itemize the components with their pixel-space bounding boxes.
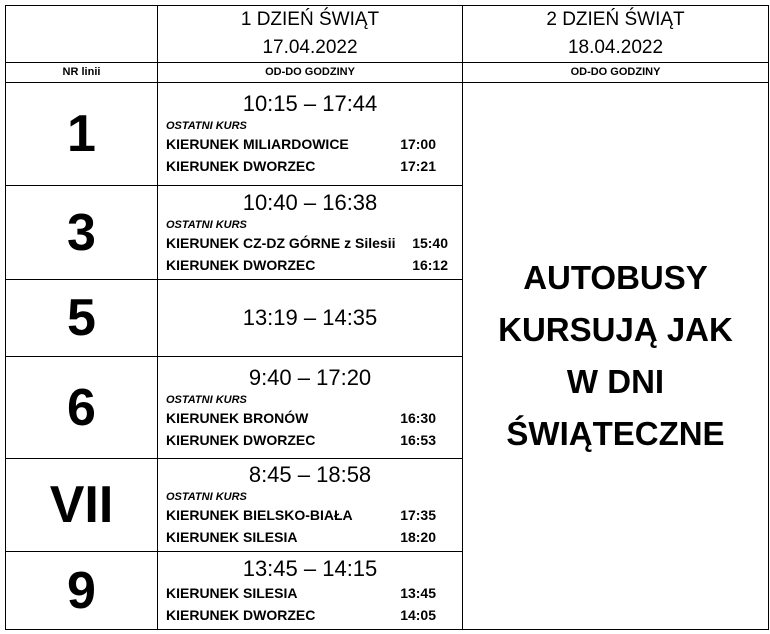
corner-cell — [6, 6, 158, 63]
time-range: 10:15 – 17:44 — [242, 91, 378, 116]
direction-name: KIERUNEK DWORZEC — [166, 256, 316, 273]
direction-time: 17:35 — [400, 507, 436, 523]
day1-header — [158, 6, 463, 63]
hours-cell — [158, 357, 463, 459]
direction-row — [158, 582, 462, 604]
direction-time: 17:00 — [400, 136, 436, 152]
header-row — [6, 6, 769, 63]
line-number: 1 — [6, 83, 158, 186]
day2-note-cell — [463, 83, 769, 630]
hours-cell — [158, 459, 463, 552]
direction-row — [158, 407, 462, 429]
subheader-row — [6, 63, 769, 83]
direction-name: KIERUNEK CZ-DZ GÓRNE z Silesii — [166, 234, 396, 251]
day2-note-line: W DNI — [566, 363, 665, 400]
direction-time: 17:21 — [400, 158, 436, 174]
direction-row — [158, 429, 462, 451]
last-run-label: OSTATNI KURS — [166, 491, 247, 503]
time-range: 13:45 – 14:15 — [242, 555, 378, 581]
hours-cell — [158, 280, 463, 357]
direction-time: 18:20 — [400, 529, 436, 545]
line-number: 3 — [6, 186, 158, 280]
direction-row — [158, 504, 462, 526]
table-row — [6, 83, 769, 186]
time-range: 9:40 – 17:20 — [248, 364, 372, 390]
direction-time: 16:12 — [412, 256, 448, 273]
day2-note-line: AUTOBUSY — [523, 259, 708, 296]
direction-name: KIERUNEK BRONÓW — [166, 409, 309, 426]
direction-name: KIERUNEK DWORZEC — [166, 431, 316, 448]
line-col-header: NR linii — [6, 63, 158, 83]
direction-time: 16:30 — [400, 409, 436, 426]
hours-cell — [158, 186, 463, 280]
day2-note-line: KURSUJĄ JAK — [498, 311, 733, 348]
direction-row — [158, 133, 462, 155]
hours-col2-header: OD-DO GODZINY — [463, 63, 769, 83]
day2-label: 2 DZIEŃ ŚWIĄT — [546, 9, 685, 30]
direction-row — [158, 526, 462, 548]
direction-row — [158, 254, 462, 276]
line-number: 5 — [6, 280, 158, 357]
time-range: 10:40 – 16:38 — [242, 189, 378, 215]
hours-col1-header: OD-DO GODZINY — [158, 63, 463, 83]
direction-row — [158, 604, 462, 626]
direction-time: 15:40 — [412, 234, 448, 251]
last-run-label: OSTATNI KURS — [166, 120, 247, 132]
direction-time: 13:45 — [400, 584, 436, 601]
hours-cell — [158, 83, 463, 186]
day2-date: 18.04.2022 — [567, 37, 664, 58]
day2-note-line: ŚWIĄTECZNE — [506, 415, 725, 452]
day1-date: 17.04.2022 — [262, 37, 358, 58]
day2-header — [463, 6, 769, 63]
hours-cell — [158, 552, 463, 630]
line-number: VII — [6, 459, 158, 552]
direction-name: KIERUNEK SILESIA — [166, 584, 298, 601]
direction-row — [158, 232, 462, 254]
last-run-label: OSTATNI KURS — [166, 393, 247, 406]
direction-row — [158, 155, 462, 177]
line-number: 6 — [6, 357, 158, 459]
schedule-table — [5, 5, 769, 630]
direction-name: KIERUNEK DWORZEC — [166, 606, 316, 623]
direction-name: KIERUNEK MILIARDOWICE — [166, 136, 349, 152]
direction-name: KIERUNEK DWORZEC — [166, 158, 316, 174]
time-range: 8:45 – 18:58 — [248, 462, 372, 487]
time-range: 13:19 – 14:35 — [242, 305, 378, 330]
direction-time: 16:53 — [400, 431, 436, 448]
last-run-label: OSTATNI KURS — [166, 218, 247, 231]
direction-time: 14:05 — [400, 606, 436, 623]
line-number: 9 — [6, 552, 158, 630]
direction-name: KIERUNEK SILESIA — [166, 529, 298, 545]
day1-label: 1 DZIEŃ ŚWIĄT — [240, 9, 380, 30]
direction-name: KIERUNEK BIELSKO-BIAŁA — [166, 507, 353, 523]
